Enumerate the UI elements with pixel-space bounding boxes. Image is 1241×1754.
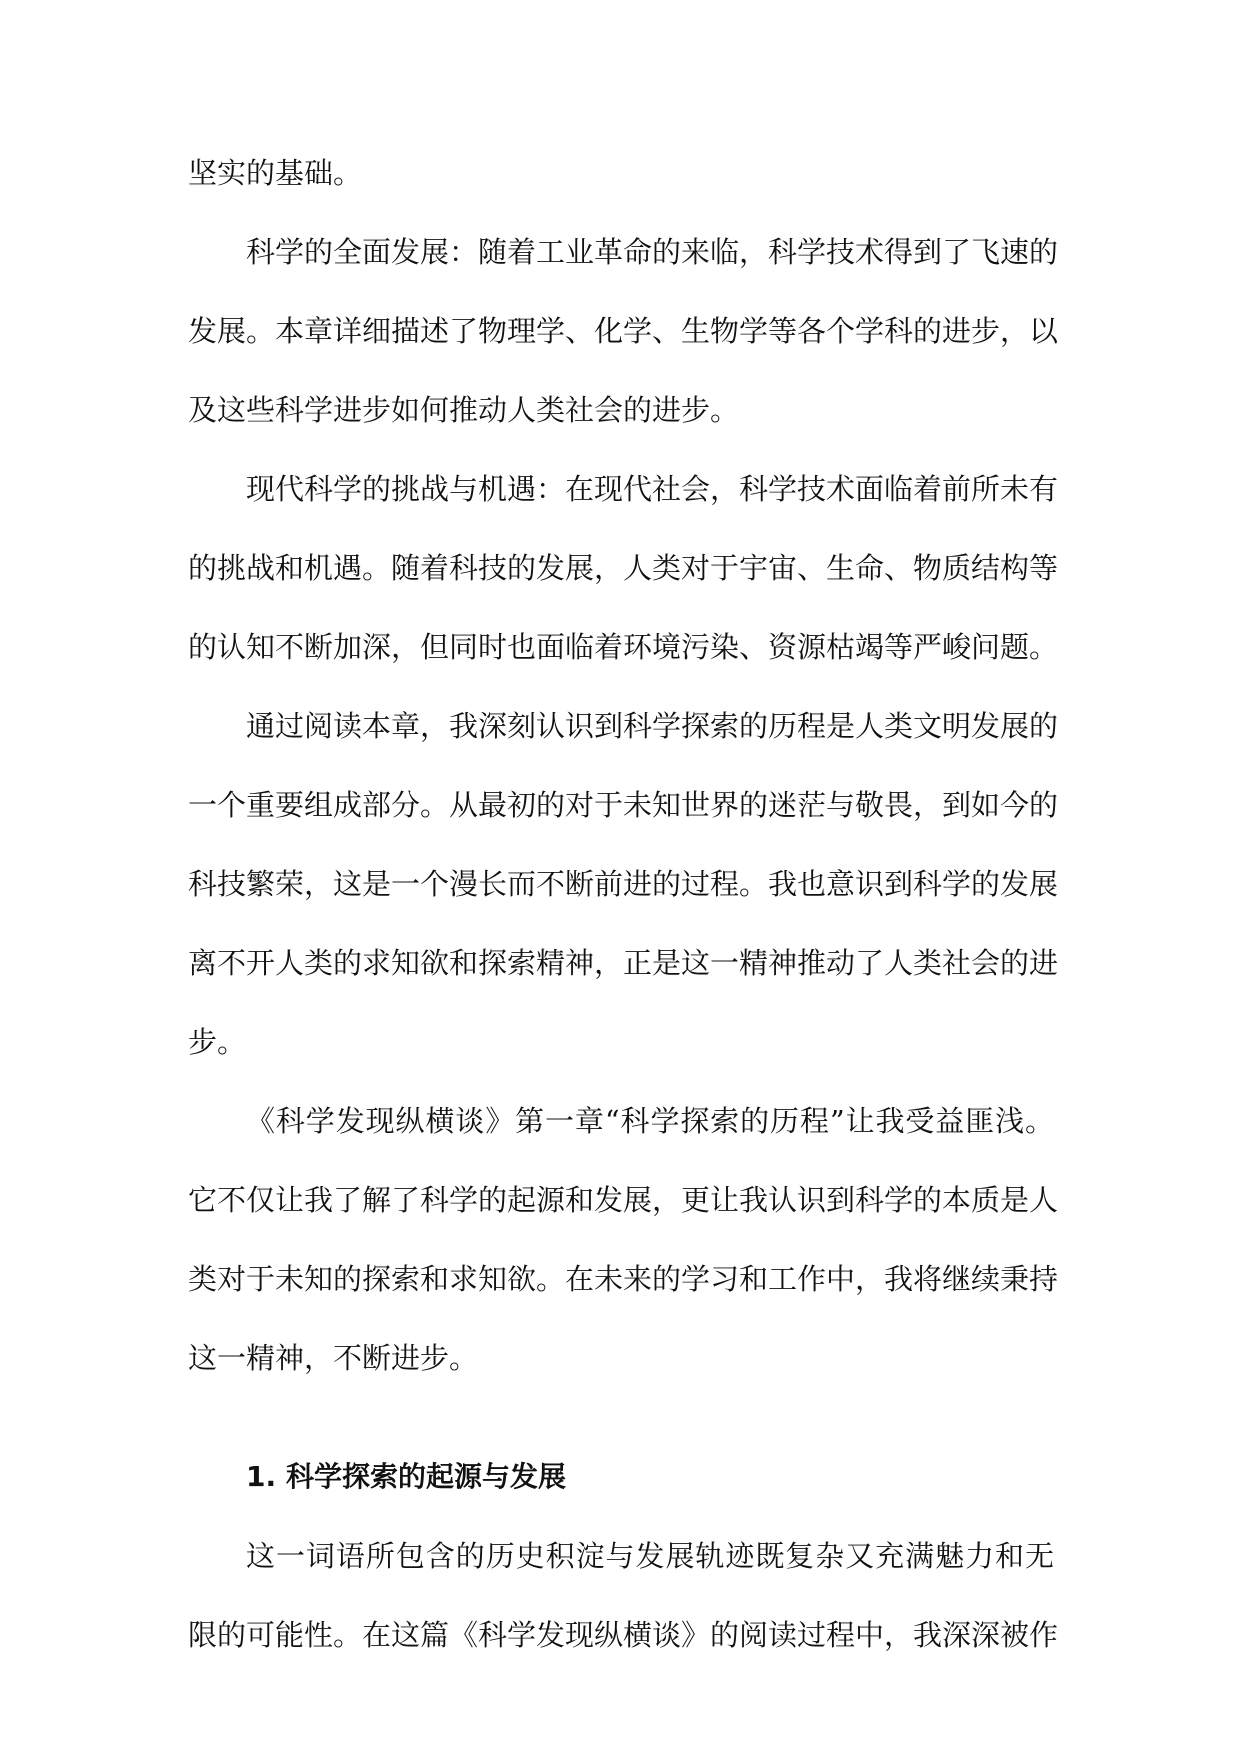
- paragraph-line: 这一精神，不断进步。: [188, 1341, 479, 1375]
- paragraph-line: 通过阅读本章，我深刻认识到科学探索的历程是人类文明发展的: [246, 709, 1059, 743]
- paragraph-line: 科学的全面发展：随着工业革命的来临，科学技术得到了飞速的: [246, 235, 1059, 269]
- paragraph-line: 坚实的基础。: [188, 156, 363, 190]
- paragraph-line: 限的可能性。在这篇《科学发现纵横谈》的阅读过程中，我深深被作: [188, 1618, 1059, 1652]
- paragraph-line: 的挑战和机遇。随着科技的发展，人类对于宇宙、生命、物质结构等: [188, 551, 1059, 585]
- paragraph-line: 的认知不断加深，但同时也面临着环境污染、资源枯竭等严峻问题。: [188, 630, 1059, 664]
- paragraph-line: 及这些科学进步如何推动人类社会的进步。: [188, 393, 740, 427]
- section-spacer: [188, 1404, 1054, 1444]
- paragraph-line: 离不开人类的求知欲和探索精神，正是这一精神推动了人类社会的进: [188, 946, 1059, 980]
- section-title: 科学探索的起源与发展: [286, 1460, 567, 1493]
- paragraph-line: 步。: [188, 1025, 247, 1059]
- paragraph-line: 《科学发现纵横谈》第一章“科学探索的历程”让我受益匪浅。: [246, 1104, 1054, 1138]
- section-heading: [188, 1444, 1054, 1523]
- paragraph-line: 发展。本章详细描述了物理学、化学、生物学等各个学科的进步，以: [188, 314, 1059, 348]
- paragraph-line: 类对于未知的探索和求知欲。在未来的学习和工作中，我将继续秉持: [188, 1262, 1059, 1296]
- paragraph-line: 科技繁荣，这是一个漫长而不断前进的过程。我也意识到科学的发展: [188, 867, 1059, 901]
- paragraph-line: 现代科学的挑战与机遇：在现代社会，科学技术面临着前所未有: [246, 472, 1059, 506]
- paragraph-line: 它不仅让我了解了科学的起源和发展，更让我认识到科学的本质是人: [188, 1183, 1059, 1217]
- paragraph-line: 这一词语所包含的历史积淀与发展轨迹既复杂又充满魅力和无: [246, 1539, 1054, 1573]
- paragraph-line: 一个重要组成部分。从最初的对于未知世界的迷茫与敬畏，到如今的: [188, 788, 1059, 822]
- document-body: [188, 140, 1059, 1681]
- section-number: 1.: [246, 1460, 277, 1493]
